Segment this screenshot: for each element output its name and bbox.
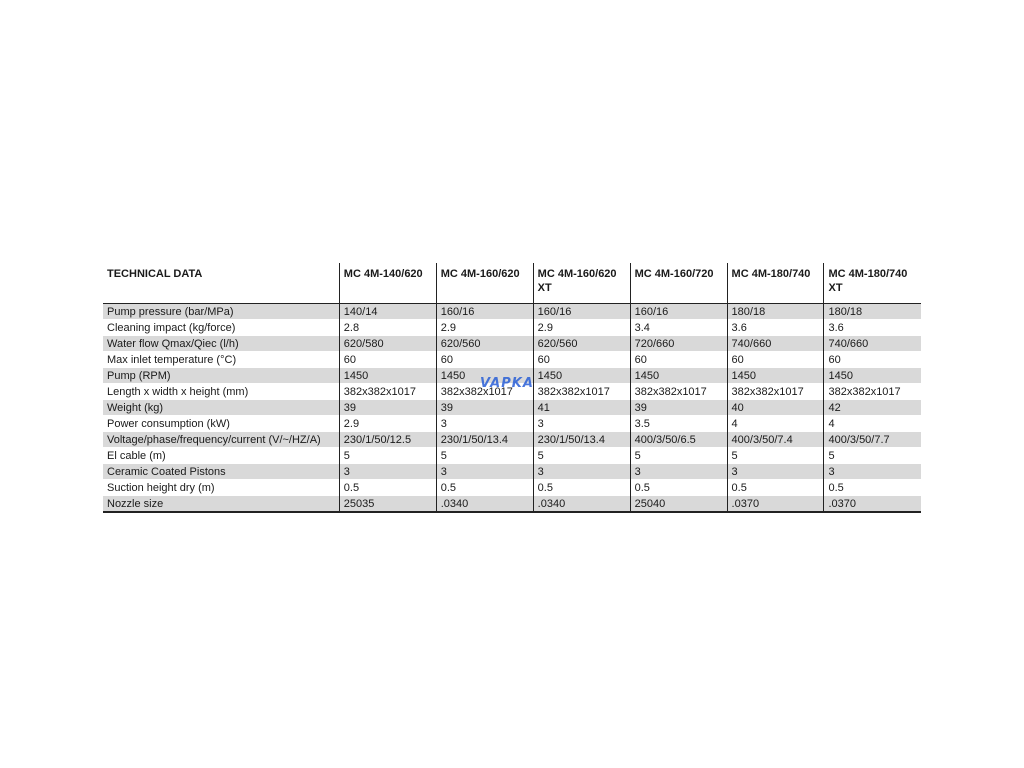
table-cell: 382x382x1017 bbox=[824, 384, 921, 400]
header-model: MC 4M-180/740 bbox=[727, 263, 824, 304]
table-row bbox=[103, 336, 921, 352]
table-cell: 39 bbox=[339, 400, 436, 416]
table-cell: .0340 bbox=[533, 496, 630, 513]
table-cell: 3 bbox=[727, 464, 824, 480]
row-label: Length x width x height (mm) bbox=[103, 384, 339, 400]
table-cell: 3.5 bbox=[630, 416, 727, 432]
header-model: MC 4M-140/620 bbox=[339, 263, 436, 304]
row-label: Max inlet temperature (°C) bbox=[103, 352, 339, 368]
table-cell: .0370 bbox=[727, 496, 824, 513]
table-cell: 230/1/50/12.5 bbox=[339, 432, 436, 448]
table-cell: 1450 bbox=[436, 368, 533, 384]
table-cell: 3 bbox=[339, 464, 436, 480]
row-label: Pump (RPM) bbox=[103, 368, 339, 384]
header-model: MC 4M-180/740 XT bbox=[824, 263, 921, 304]
table-cell: 740/660 bbox=[727, 336, 824, 352]
table-cell: 400/3/50/7.7 bbox=[824, 432, 921, 448]
table-cell: 41 bbox=[533, 400, 630, 416]
table-cell: 3 bbox=[533, 416, 630, 432]
table-cell: 3.6 bbox=[824, 320, 921, 336]
table-cell: 1450 bbox=[727, 368, 824, 384]
table-cell: 180/18 bbox=[727, 304, 824, 320]
table-cell: 1450 bbox=[533, 368, 630, 384]
table-cell: 1450 bbox=[630, 368, 727, 384]
table-cell: 382x382x1017 bbox=[436, 384, 533, 400]
table-cell: 400/3/50/6.5 bbox=[630, 432, 727, 448]
table-cell: 1450 bbox=[824, 368, 921, 384]
table-cell: 3 bbox=[630, 464, 727, 480]
table-cell: 3 bbox=[533, 464, 630, 480]
table-cell: 2.9 bbox=[533, 320, 630, 336]
table-row bbox=[103, 496, 921, 513]
table-cell: 2.8 bbox=[339, 320, 436, 336]
table-row bbox=[103, 320, 921, 336]
header-model: MC 4M-160/620 bbox=[436, 263, 533, 304]
table-cell: 3 bbox=[436, 464, 533, 480]
table-cell: 0.5 bbox=[533, 480, 630, 496]
table-cell: 160/16 bbox=[436, 304, 533, 320]
table-row bbox=[103, 400, 921, 416]
header-model: MC 4M-160/620 XT bbox=[533, 263, 630, 304]
table-cell: 5 bbox=[339, 448, 436, 464]
table-cell: 60 bbox=[339, 352, 436, 368]
table-row bbox=[103, 352, 921, 368]
table-cell: 400/3/50/7.4 bbox=[727, 432, 824, 448]
table-cell: 382x382x1017 bbox=[630, 384, 727, 400]
table-body bbox=[103, 304, 921, 513]
header-model: MC 4M-160/720 bbox=[630, 263, 727, 304]
table-cell: 180/18 bbox=[824, 304, 921, 320]
table-cell: 5 bbox=[824, 448, 921, 464]
watermark-logo: VAPKA bbox=[480, 376, 534, 391]
table-row bbox=[103, 448, 921, 464]
table-cell: 3 bbox=[824, 464, 921, 480]
row-label: Cleaning impact (kg/force) bbox=[103, 320, 339, 336]
row-label: Voltage/phase/frequency/current (V/~/HZ/A) bbox=[103, 432, 339, 448]
table-cell: 230/1/50/13.4 bbox=[533, 432, 630, 448]
table-cell: 160/16 bbox=[630, 304, 727, 320]
table-cell: 60 bbox=[630, 352, 727, 368]
table-cell: 25035 bbox=[339, 496, 436, 513]
row-label: Weight (kg) bbox=[103, 400, 339, 416]
table-cell: 39 bbox=[436, 400, 533, 416]
table-cell: 160/16 bbox=[533, 304, 630, 320]
table-cell: 42 bbox=[824, 400, 921, 416]
row-label: El cable (m) bbox=[103, 448, 339, 464]
table-cell: 60 bbox=[533, 352, 630, 368]
table-cell: 0.5 bbox=[727, 480, 824, 496]
table-cell: 39 bbox=[630, 400, 727, 416]
table-cell: 60 bbox=[727, 352, 824, 368]
table-cell: 382x382x1017 bbox=[727, 384, 824, 400]
table-cell: 3.4 bbox=[630, 320, 727, 336]
table-cell: 2.9 bbox=[436, 320, 533, 336]
table-cell: 40 bbox=[727, 400, 824, 416]
table-cell: 620/580 bbox=[339, 336, 436, 352]
table-cell: .0340 bbox=[436, 496, 533, 513]
table-cell: 5 bbox=[533, 448, 630, 464]
table-cell: 4 bbox=[727, 416, 824, 432]
table-row bbox=[103, 480, 921, 496]
table-cell: 0.5 bbox=[630, 480, 727, 496]
table-cell: 382x382x1017 bbox=[533, 384, 630, 400]
table-cell: 382x382x1017 bbox=[339, 384, 436, 400]
row-label: Pump pressure (bar/MPa) bbox=[103, 304, 339, 320]
table-cell: .0370 bbox=[824, 496, 921, 513]
row-label: Water flow Qmax/Qiec (l/h) bbox=[103, 336, 339, 352]
table-header-row bbox=[103, 263, 921, 304]
table-cell: 620/560 bbox=[533, 336, 630, 352]
table-cell: 230/1/50/13.4 bbox=[436, 432, 533, 448]
table-row bbox=[103, 416, 921, 432]
table-cell: 620/560 bbox=[436, 336, 533, 352]
row-label: Ceramic Coated Pistons bbox=[103, 464, 339, 480]
table-cell: 25040 bbox=[630, 496, 727, 513]
table-cell: 0.5 bbox=[436, 480, 533, 496]
table-cell: 0.5 bbox=[824, 480, 921, 496]
table-cell: 2.9 bbox=[339, 416, 436, 432]
table-cell: 1450 bbox=[339, 368, 436, 384]
row-label: Suction height dry (m) bbox=[103, 480, 339, 496]
table-cell: 3.6 bbox=[727, 320, 824, 336]
header-technical-data: TECHNICAL DATA bbox=[103, 263, 339, 304]
table-cell: 5 bbox=[727, 448, 824, 464]
table-row bbox=[103, 304, 921, 320]
table-cell: 0.5 bbox=[339, 480, 436, 496]
table-cell: 4 bbox=[824, 416, 921, 432]
row-label: Nozzle size bbox=[103, 496, 339, 513]
table-cell: 3 bbox=[436, 416, 533, 432]
table-row bbox=[103, 464, 921, 480]
table-cell: 740/660 bbox=[824, 336, 921, 352]
table-cell: 5 bbox=[630, 448, 727, 464]
table-cell: 140/14 bbox=[339, 304, 436, 320]
table-cell: 60 bbox=[436, 352, 533, 368]
table-cell: 5 bbox=[436, 448, 533, 464]
table-row bbox=[103, 432, 921, 448]
table-cell: 60 bbox=[824, 352, 921, 368]
row-label: Power consumption (kW) bbox=[103, 416, 339, 432]
table-cell: 720/660 bbox=[630, 336, 727, 352]
